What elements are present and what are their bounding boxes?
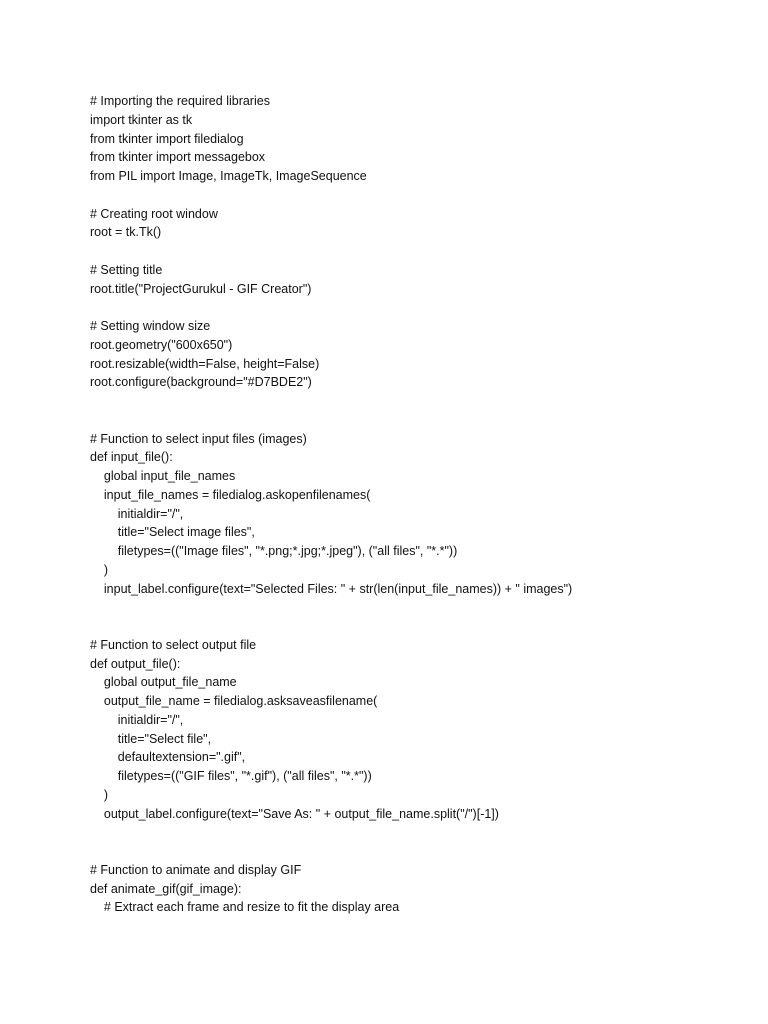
code-line: # Setting title [90,262,163,277]
code-line: root.title("ProjectGurukul - GIF Creator") [90,281,312,296]
code-line: root = tk.Tk() [90,225,162,240]
code-line: defaultextension=".gif", [90,750,246,765]
code-line: from tkinter import messagebox [90,150,266,165]
code-line [90,598,750,617]
code-line [90,411,750,430]
code-line: initialdir="/", [90,712,184,727]
code-line: filetypes=(("GIF files", "*.gif"), ("all files", "*.*")) [90,769,372,783]
code-line: root.geometry("600x650") [90,337,233,352]
code-line [90,617,750,636]
code-line: ) [90,562,109,577]
code-line: output_file_name = filedialog.asksaveasfilename( [90,694,378,708]
code-line: output_label.configure(text="Save As: " + output_file_name.split("/")[-1]) [90,806,499,821]
code-line: initialdir="/", [90,506,184,521]
code-line: # Function to select input files (images) [90,431,307,446]
code-line: from PIL import Image, ImageTk, ImageSequence [90,169,367,183]
code-line: def output_file(): [90,656,181,671]
code-line: import tkinter as tk [90,112,193,127]
code-line: from tkinter import filedialog [90,131,244,146]
code-line: def input_file(): [90,450,173,465]
code-line [90,186,750,205]
code-line [90,242,750,261]
code-line: root.resizable(width=False, height=False) [90,356,320,371]
code-line: input_file_names = filedialog.askopenfilenames( [90,487,371,502]
code-listing [90,92,750,917]
code-line: def animate_gif(gif_image): [90,881,242,896]
code-line: # Setting window size [90,319,211,333]
code-line: filetypes=(("Image files", "*.png;*.jpg;*.jpeg"), ("all files", "*.*")) [90,544,458,558]
code-line: # Function to select output file [90,637,257,652]
code-line: title="Select file", [90,731,212,746]
code-line: root.configure(background="#D7BDE2") [90,375,312,390]
code-line: ) [90,787,109,802]
code-line: # Extract each frame and resize to fit the display area [90,900,400,915]
code-line [90,392,750,411]
code-line [90,842,750,861]
code-line: # Importing the required libraries [90,94,270,108]
code-line: global input_file_names [90,469,236,483]
code-line: input_label.configure(text="Selected Files: " + str(len(input_file_names)) + " images") [90,581,573,596]
code-line: title="Select image files", [90,525,255,540]
code-line: # Creating root window [90,206,218,221]
code-line [90,298,750,317]
code-line: # Function to animate and display GIF [90,862,302,877]
code-line: global output_file_name [90,675,237,690]
code-line [90,823,750,842]
